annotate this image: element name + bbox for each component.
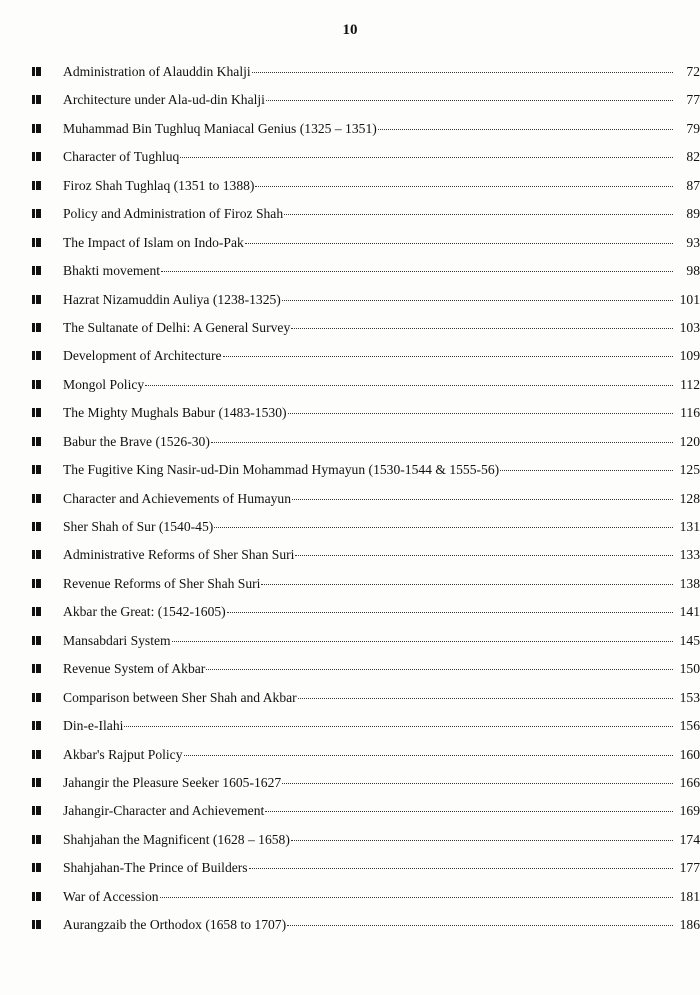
toc-entry xyxy=(32,342,700,370)
toc-entry-page: 133 xyxy=(679,547,700,563)
toc-entry-page: 181 xyxy=(679,888,700,904)
toc-entry xyxy=(32,456,700,484)
toc-entry-title: Babur the Brave (1526-30) xyxy=(63,433,210,449)
toc-entry-title: Character of Tughluq xyxy=(63,149,180,165)
toc-entry xyxy=(32,769,700,797)
dot-leader xyxy=(145,385,673,386)
dot-leader xyxy=(298,698,673,699)
dot-leader xyxy=(255,186,673,187)
bullet-icon xyxy=(32,494,41,503)
toc-entry-title: Character and Achievements of Humayun xyxy=(63,490,291,506)
toc-entry-title: Akbar's Rajput Policy xyxy=(63,746,183,762)
toc-entry-title: Hazrat Nizamuddin Auliya (1238-1325) xyxy=(63,291,281,307)
dot-leader xyxy=(282,300,673,301)
dot-leader xyxy=(266,100,673,101)
dot-leader xyxy=(249,868,673,869)
toc-entry xyxy=(32,854,700,882)
bullet-icon xyxy=(32,863,41,872)
toc-entry-page: 174 xyxy=(679,831,700,847)
bullet-icon xyxy=(32,408,41,417)
bullet-icon xyxy=(32,607,41,616)
toc-entry-title: Revenue Reforms of Sher Shah Suri xyxy=(63,575,261,591)
toc-entry-title: The Sultanate of Delhi: A General Survey xyxy=(63,319,291,335)
dot-leader xyxy=(180,157,673,158)
table-of-contents xyxy=(32,58,700,940)
toc-entry xyxy=(32,399,700,427)
bullet-icon xyxy=(32,778,41,787)
bullet-icon xyxy=(32,323,41,332)
dot-leader xyxy=(292,499,673,500)
toc-entry-title: The Mighty Mughals Babur (1483-1530) xyxy=(63,405,287,421)
bullet-icon xyxy=(32,152,41,161)
bullet-icon xyxy=(32,806,41,815)
toc-entry-title: Muhammad Bin Tughluq Maniacal Genius (1325 – 1351) xyxy=(63,120,377,136)
dot-leader xyxy=(160,897,673,898)
toc-entry-title: Akbar the Great: (1542-1605) xyxy=(63,604,226,620)
bullet-icon xyxy=(32,750,41,759)
toc-entry xyxy=(32,712,700,740)
toc-entry-title: Din-e-Ilahi xyxy=(63,718,124,734)
bullet-icon xyxy=(32,465,41,474)
dot-leader xyxy=(223,356,673,357)
toc-entry-page: 145 xyxy=(679,632,700,648)
toc-entry-page: 186 xyxy=(679,917,700,933)
toc-entry xyxy=(32,58,700,86)
toc-entry-title: Shahjahan the Magnificent (1628 – 1658) xyxy=(63,831,290,847)
bullet-icon xyxy=(32,351,41,360)
toc-entry-title: Revenue System of Akbar xyxy=(63,661,206,677)
toc-entry-page: 128 xyxy=(679,490,700,506)
dot-leader xyxy=(184,755,674,756)
toc-entry-title: Architecture under Ala-ud-din Khalji xyxy=(63,92,265,108)
toc-entry-page: 87 xyxy=(686,177,700,193)
toc-entry-page: 89 xyxy=(686,206,700,222)
toc-entry xyxy=(32,115,700,143)
bullet-icon xyxy=(32,835,41,844)
bullet-icon xyxy=(32,664,41,673)
toc-entry-title: Shahjahan-The Prince of Builders xyxy=(63,860,248,876)
dot-leader xyxy=(284,214,673,215)
dot-leader xyxy=(261,584,673,585)
bullet-icon xyxy=(32,721,41,730)
toc-entry-page: 160 xyxy=(679,746,700,762)
bullet-icon xyxy=(32,693,41,702)
toc-entry xyxy=(32,286,700,314)
toc-entry xyxy=(32,883,700,911)
toc-entry xyxy=(32,428,700,456)
bullet-icon xyxy=(32,522,41,531)
toc-entry-page: 138 xyxy=(679,575,700,591)
dot-leader xyxy=(265,811,673,812)
toc-entry xyxy=(32,86,700,114)
toc-entry-title: Bhakti movement xyxy=(63,263,161,279)
toc-entry-page: 177 xyxy=(679,860,700,876)
toc-entry-page: 131 xyxy=(679,519,700,534)
bullet-icon xyxy=(32,238,41,247)
dot-leader xyxy=(291,840,673,841)
toc-entry-title: War of Accession xyxy=(63,888,159,904)
toc-entry-page: 120 xyxy=(679,433,700,449)
toc-entry-page: 153 xyxy=(679,689,700,705)
dot-leader xyxy=(206,669,673,670)
toc-entry-page: 150 xyxy=(679,661,700,677)
toc-entry xyxy=(32,627,700,655)
dot-leader xyxy=(500,470,673,471)
toc-entry xyxy=(32,371,700,399)
toc-entry xyxy=(32,598,700,626)
dot-leader xyxy=(211,442,673,443)
toc-entry-page: 98 xyxy=(686,263,700,279)
dot-leader xyxy=(161,271,673,272)
toc-entry xyxy=(32,485,700,513)
toc-entry-page: 103 xyxy=(679,319,700,335)
dot-leader xyxy=(214,527,673,528)
bullet-icon xyxy=(32,380,41,389)
toc-entry-page: 169 xyxy=(679,803,700,819)
toc-entry-title: The Impact of Islam on Indo-Pak xyxy=(63,234,244,250)
toc-entry-title: Firoz Shah Tughlaq (1351 to 1388) xyxy=(63,177,255,193)
toc-entry xyxy=(32,143,700,171)
toc-entry xyxy=(32,172,700,200)
toc-entry-page: 156 xyxy=(679,718,700,734)
toc-entry-page: 112 xyxy=(680,376,700,392)
toc-entry-page: 82 xyxy=(686,149,700,165)
toc-entry-title: Mansabdari System xyxy=(63,632,171,648)
toc-entry-page: 101 xyxy=(679,291,700,307)
dot-leader xyxy=(287,925,673,926)
bullet-icon xyxy=(32,266,41,275)
toc-entry-page: 79 xyxy=(686,120,700,136)
page-number: 10 xyxy=(342,22,358,38)
bullet-icon xyxy=(32,636,41,645)
dot-leader xyxy=(245,243,673,244)
bullet-icon xyxy=(32,920,41,929)
toc-entry-title: Policy and Administration of Firoz Shah xyxy=(63,206,284,222)
dot-leader xyxy=(291,328,673,329)
toc-entry-page: 141 xyxy=(679,604,700,620)
dot-leader xyxy=(378,129,673,130)
toc-entry xyxy=(32,200,700,228)
toc-entry-title: Aurangzaib the Orthodox (1658 to 1707) xyxy=(63,917,287,933)
bullet-icon xyxy=(32,579,41,588)
toc-entry-page: 72 xyxy=(686,64,700,79)
bullet-icon xyxy=(32,437,41,446)
toc-entry xyxy=(32,541,700,569)
toc-entry-page: 166 xyxy=(679,774,700,790)
toc-entry xyxy=(32,826,700,854)
toc-entry xyxy=(32,911,700,939)
toc-entry-title: Jahangir-Character and Achievement xyxy=(63,803,265,819)
toc-entry-page: 93 xyxy=(686,234,700,250)
bullet-icon xyxy=(32,550,41,559)
toc-entry xyxy=(32,314,700,342)
toc-entry xyxy=(32,655,700,683)
toc-entry xyxy=(32,513,700,541)
bullet-icon xyxy=(32,124,41,133)
bullet-icon xyxy=(32,892,41,901)
toc-entry-title: Sher Shah of Sur (1540-45) xyxy=(63,519,214,534)
bullet-icon xyxy=(32,295,41,304)
dot-leader xyxy=(288,413,673,414)
toc-entry xyxy=(32,741,700,769)
dot-leader xyxy=(252,72,673,73)
bullet-icon xyxy=(32,67,41,76)
toc-entry xyxy=(32,570,700,598)
bullet-icon xyxy=(32,95,41,104)
toc-entry xyxy=(32,797,700,825)
toc-entry-page: 125 xyxy=(679,462,700,478)
dot-leader xyxy=(227,612,673,613)
toc-entry-title: Development of Architecture xyxy=(63,348,222,364)
dot-leader xyxy=(282,783,673,784)
toc-entry-title: Comparison between Sher Shah and Akbar xyxy=(63,689,297,705)
toc-entry-page: 109 xyxy=(679,348,700,364)
bullet-icon xyxy=(32,209,41,218)
toc-entry xyxy=(32,257,700,285)
toc-entry-title: Mongol Policy xyxy=(63,376,145,392)
toc-entry-title: Administration of Alauddin Khalji xyxy=(63,64,251,79)
dot-leader xyxy=(172,641,673,642)
toc-entry-title: Jahangir the Pleasure Seeker 1605-1627 xyxy=(63,774,282,790)
dot-leader xyxy=(295,555,673,556)
dot-leader xyxy=(124,726,673,727)
toc-entry-page: 77 xyxy=(686,92,700,108)
toc-entry-title: The Fugitive King Nasir-ud-Din Mohammad Hymayun (1530-1544 & 1555-56) xyxy=(63,462,500,478)
toc-entry xyxy=(32,229,700,257)
toc-entry xyxy=(32,684,700,712)
bullet-icon xyxy=(32,181,41,190)
toc-entry-title: Administrative Reforms of Sher Shan Suri xyxy=(63,547,295,563)
toc-entry-page: 116 xyxy=(680,405,700,421)
